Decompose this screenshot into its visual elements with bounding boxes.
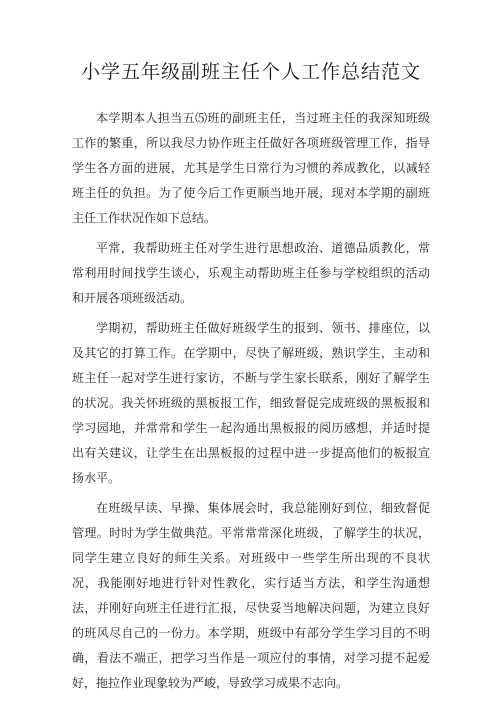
document-title: 小学五年级副班主任个人工作总结范文 — [80, 61, 421, 83]
document-body — [72, 106, 430, 696]
paragraph-2: 平常，我帮助班主任对学生进行思想政治、道德品质教化，常常利用时间找学生谈心，乐观主动帮助班主任参与学校组织的活动和开展各项班级活动。 — [72, 241, 430, 305]
paragraph-1: 本学期本人担当五⑸班的副班主任，当过班主任的我深知班级工作的繁重，所以我尽力协作班主任做好各项班级管理工作，指导学生各方面的进展，尤其是学生日常行为习惯的养成教化，以减轻班主任的负担。为了使今后工作更顺当地开展，现对本学期的副班主任工作状况作如下总结。 — [72, 111, 430, 225]
paragraph-4: 在班级早读、早操、集体展会时，我总能刚好到位，细致督促管理。时时为学生做典范。平常常常深化班级，了解学生的状况，同学生建立良好的师生关系。对班级中一些学生所出现的不良状况，我能刚好地进行针对性教化，实行适当方法，和学生沟通想法，并刚好向班主任进行汇报，尽快妥当地解决问题，为建立良好的班风尽自己的一份力。本学期，班级中有部分学生学习目的不明确，看法不端正，把学习当作是一项应付的事情，对学习提不起爱好，拖拉作业现象较为严峻，导致学习成果不志向。 — [72, 501, 430, 690]
paragraph-3: 学期初，帮助班主任做好班级学生的报到、领书、排座位，以及其它的打算工作。在学期中，尽快了解班级，熟识学生，主动和班主任一起对学生进行家访，不断与学生家长联系，刚好了解学生的状况。我关怀班级的黑板报工作，细致督促完成班级的黑板报和学习园地，并常常和学生一起沟通出黑板报的阅历感想，并适时提出有关建议，让学生在出黑板报的过程中进一步提高他们的板报宣扬水平。 — [72, 321, 430, 485]
